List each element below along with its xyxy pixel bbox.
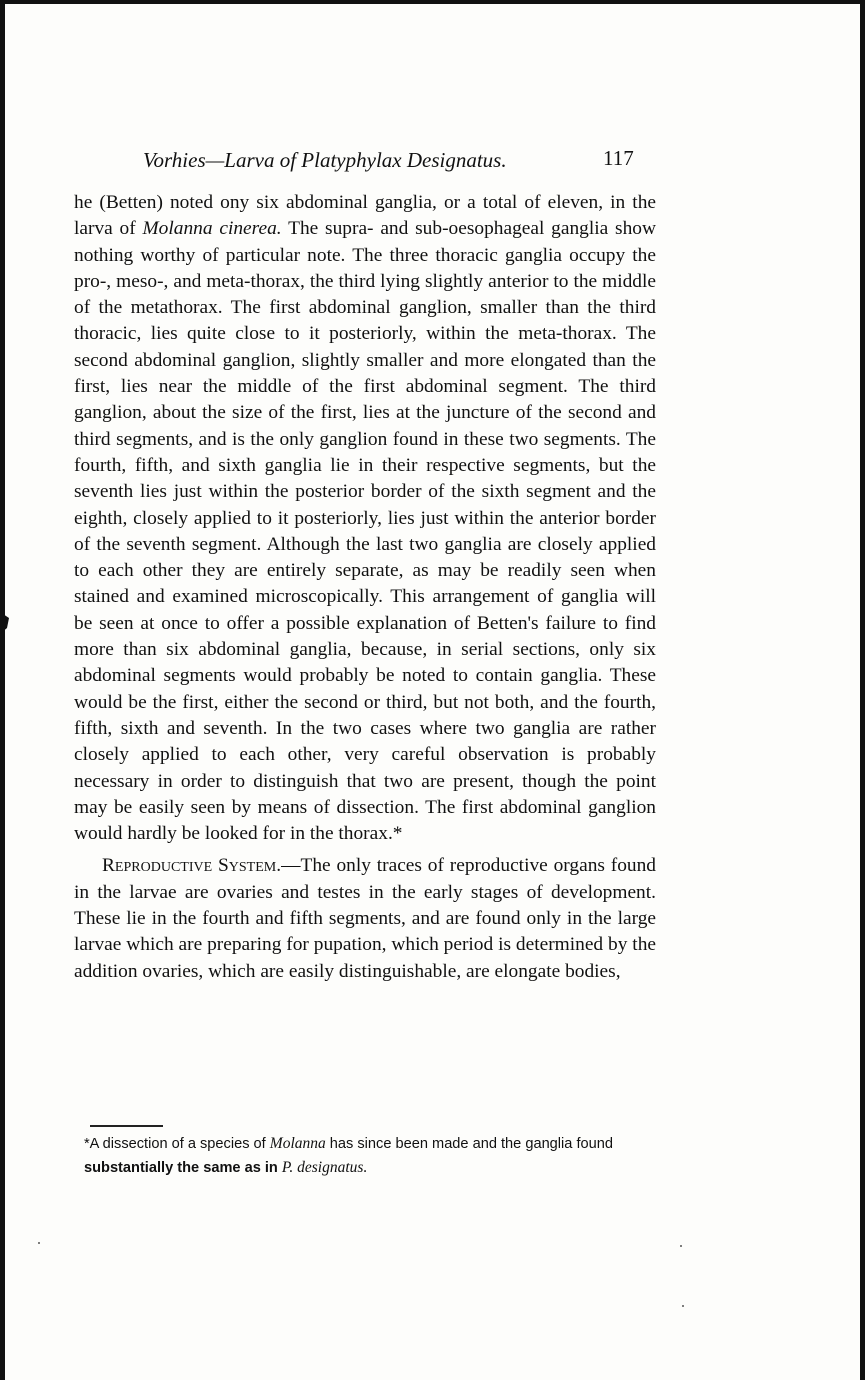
body-text <box>74 190 656 985</box>
paragraph-text: —The only traces of reproductive organs found in the larvae are ovaries and testes in the early stages of development. These lie in the fourth and fifth segments, and are found only in the large larvae which are preparing for pupation, which period is determined by the addition ovaries, which are easily distinguishable, are elongate bodies, <box>74 855 656 982</box>
section-heading: Reproductive System. <box>102 855 282 877</box>
footnote-species: Molanna <box>269 1135 326 1152</box>
footnote-rule <box>90 1125 163 1127</box>
scan-speck <box>680 1245 682 1247</box>
footnote-text: has since been made and the ganglia found <box>325 1136 613 1152</box>
scan-speck <box>682 1305 684 1307</box>
scan-border-right <box>860 0 865 1380</box>
footnote-bold-text: substantially the same as in <box>84 1160 278 1176</box>
scan-speck <box>38 1242 40 1244</box>
running-head: Vorhies—Larva of Platyphylax Designatus. <box>143 148 507 172</box>
paragraph-text: The supra- and sub-oesophageal ganglia show nothing worthy of particular note. The three thoracic ganglia occupy the pro-, meso-, and meta-thorax, the third lying slightly anterior to the middle of the metathorax. The first abdominal ganglion, smaller than the third thoracic, lies quite close to it posteriorly, within the meta-thorax. The second abdominal ganglion, slightly smaller and more elongated than the first, lies near the middle of the first abdominal segment. The third ganglion, about the size of the first, lies at the juncture of the second and third segments, and is the only ganglion found in these two segments. The fourth, fifth, and sixth ganglia lie in their respective segments, but the seventh lies just within the posterior border of the sixth segment and the eighth, closely applied to it posteriorly, lies just within the anterior border of the seventh segment. Although the last two ganglia are closely applied to each other they are entirely separate, as may be readily seen when stained and examined microscopically. This arrangement of ganglia will be seen at once to offer a possible explanation of Betten's failure to find more than six abdominal ganglia, because, in serial sections, only six abdominal segments would probably be noted to contain ganglia. These would be the first, either the second or third, but not both, and the fourth, fifth, sixth and seventh. In the two cases where two ganglia are rather closely applied to each other, very careful observation is probably necessary in order to distinguish that two are present, though the point may be easily seen by means of dissection. The first abdominal ganglion would hardly be looked for in the thorax.* <box>74 218 656 845</box>
paragraph-nervous-system <box>74 190 656 847</box>
page-number: 117 <box>603 146 634 170</box>
footnote <box>84 1132 664 1180</box>
binding-notch <box>0 612 10 634</box>
scan-border-left <box>0 0 5 1380</box>
footnote-species: P. designatus. <box>281 1159 368 1176</box>
paragraph-text: he (Betten) noted ony six abdominal ganglia, or a total of eleven, in the larva of <box>74 192 656 240</box>
scan-border-top <box>0 0 865 4</box>
paragraph-reproductive-system <box>74 853 656 984</box>
species-name: Molanna cinerea. <box>142 218 282 240</box>
footnote-text: *A dissection of a species of <box>84 1136 270 1152</box>
